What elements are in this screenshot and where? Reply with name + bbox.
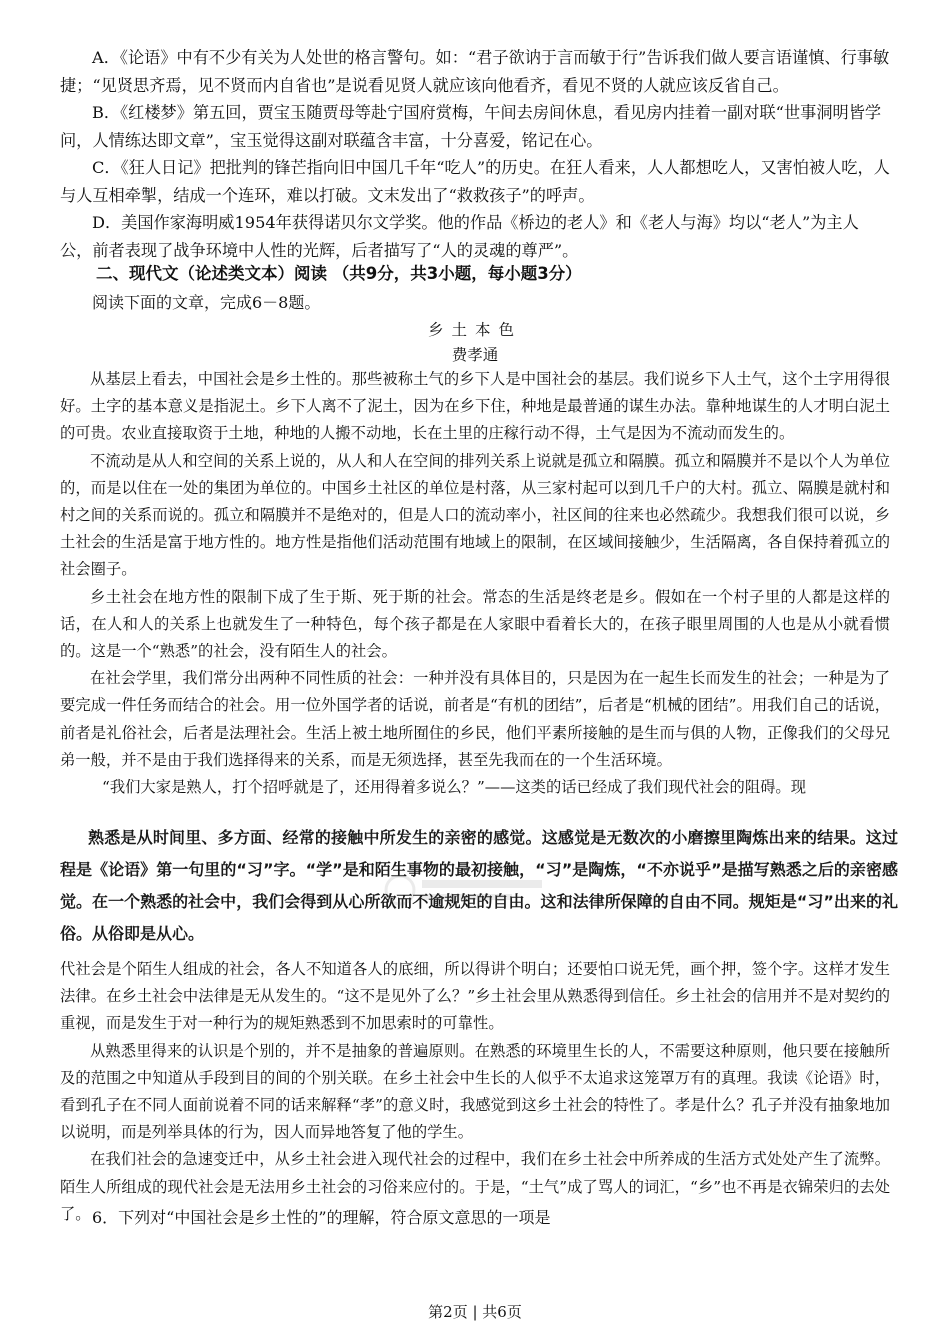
options-block [60,44,890,264]
option-a: A．《论语》中有不少有关为人处世的格言警句。如：“君子欲讷于言而敏于行”告诉我们做人要言语谨慎、行事敏捷；“见贤思齐焉，见不贤而内自省也”是说看见贤人就应该向他看齐，看见不贤的人就应该反省自己。 [60,48,890,95]
article-paragraph-6: 从熟悉里得来的认识是个别的，并不是抽象的普遍原则。在熟悉的环境里生长的人，不需要这种原则，他只要在接触所及的范围之中知道从手段到目的间的个别关联。在乡土社会中生长的人似乎不太追求这笼罩万有的真理。我读《论语》时，看到孔子在不同人面前说着不同的话来解释“孝”的意义时，我感觉到这乡土社会的特性了。孝是什么？孔子并没有抽象地加以说明，而是列举具体的行为，因人而异地答复了他的学生。 [60,1041,890,1142]
option-c: C．《狂人日记》把批判的锋芒指向旧中国几千年“吃人”的历史。在狂人看来，人人都想吃人，又害怕被人吃，人与人互相牵掣，结成一个连环，难以打破。文末发出了“救救孩子”的呼声。 [60,158,890,205]
article-paragraph-3: 乡土社会在地方性的限制下成了生于斯、死于斯的社会。常态的生活是终老是乡。假如在一个村子里的人都是这样的话，在人和人的关系上也就发生了一种特色，每个孩子都是在人家眼中看着长大的，在孩子眼里周围的人也是从小就看惯的。这是一个“熟悉”的社会，没有陌生人的社会。 [60,587,890,661]
page-footer: 第2页 | 共6页 [428,1303,522,1321]
article-paragraph-4: 在社会学里，我们常分出两种不同性质的社会：一种并没有具体目的，只是因为在一起生长而发生的社会；一种是为了要完成一件任务而结合的社会。用一位外国学者的话说，前者是“有机的团结”，后者是“机械的团结”。用我们自己的话说，前者是礼俗社会，后者是法理社会。生活上被土地所囿住的乡民，他们平素所接触的是生而与俱的人物，正像我们的父母兄弟一般，并不是由于我们选择得来的关系，而是无须选择，甚至先我而在的一个生活环境。 [60,669,890,769]
article-author: 费孝通 [451,346,499,364]
option-d: D．美国作家海明威1954年获得诺贝尔文学奖。他的作品《桥边的老人》和《老人与海》均以“老人”为主人公，前者表现了战争环境中人性的光辉，后者描写了“人的灵魂的尊严”。 [60,213,859,260]
article-body-bottom [60,956,890,1228]
article-title: 乡土本色 [427,321,522,339]
article-paragraph-7: 在我们社会的急速变迁中，从乡土社会进入现代社会的过程中，我们在乡土社会中所养成的生活方式处处产生了流弊。陌生人所组成的现代社会是无法用乡土社会的习俗来应付的。于是，“土气”成了骂人的词汇，“乡”也不再是衣锦荣归的去处了。 [60,1150,890,1223]
section-title: 二、现代文（论述类文本）阅读 （共9分，共3小题，每小题3分） [96,264,582,283]
article-paragraph-1: 从基层上看去，中国社会是乡土性的。那些被称土气的乡下人是中国社会的基层。我们说乡下人土气，这个土字用得很好。土字的基本意义是指泥土。乡下人离不了泥土，因为在乡下住，种地是最普通的谋生办法。靠种地谋生的人才明白泥土的可贵。农业直接取资于土地，种地的人搬不动地，长在土里的庄稼行动不得，土气是因为不流动而发生的。 [60,370,890,443]
article-paragraph-5b: 代社会是个陌生人组成的社会，各人不知道各人的底细，所以得讲个明白；还要怕口说无凭，画个押，签个字。这样才发生法律。在乡土社会中法律是无从发生的。“这不是见外了么？”乡土社会里从熟悉得到信任。乡土社会的信用并不是对契约的重视，而是发生于对一种行为的规矩熟悉到不加思索时的可靠性。 [60,960,890,1033]
question-6: 6．下列对“中国社会是乡土性的”的理解，符合原文意思的一项是 [92,1208,551,1227]
article-body-top [60,366,890,801]
option-b: B．《红楼梦》第五回，贾宝玉随贾母等赴宁国府赏梅，午间去房间休息，看见房内挂着一副对联“世事洞明皆学问，人情练达即文章”，宝玉觉得这副对联蕴含丰富，十分喜爱，铭记在心。 [60,103,882,150]
scanned-insert-paragraph: 熟悉是从时间里、多方面、经常的接触中所发生的亲密的感觉。这感觉是无数次的小磨擦里陶炼出来的结果。这过程是《论语》第一句里的“习”字。“学”是和陌生事物的最初接触，“习”是陶炼，“不亦说乎”是描写熟悉之后的亲密感觉。在一个熟悉的社会中，我们会得到从心所欲而不逾规矩的自由。这和法律所保障的自由不同。规矩是“习”出来的礼俗。从俗即是从心。 [60,828,898,943]
article-paragraph-5a: “我们大家是熟人，打个招呼就是了，还用得着多说么？”——这类的话已经成了我们现代社会的阻碍。现 [102,778,807,797]
watermark-logo [380,870,570,910]
article-paragraph-2: 不流动是从人和空间的关系上说的，从人和人在空间的排列关系上说就是孤立和隔膜。孤立和隔膜并不是以个人为单位的，而是以住在一处的集团为单位的。中国乡土社区的单位是村落，从三家村起可以到几千户的大村。孤立、隔膜是就村和村之间的关系而说的。孤立和隔膜并不是绝对的，但是人口的流动率小，社区间的往来也必然疏少。我想我们很可以说，乡土社会的生活是富于地方性的。地方性是指他们活动范围有地域上的限制，在区域间接触少，生活隔离，各自保持着孤立的社会圈子。 [60,451,890,579]
section-instruction: 阅读下面的文章，完成6－8题。 [92,293,321,312]
